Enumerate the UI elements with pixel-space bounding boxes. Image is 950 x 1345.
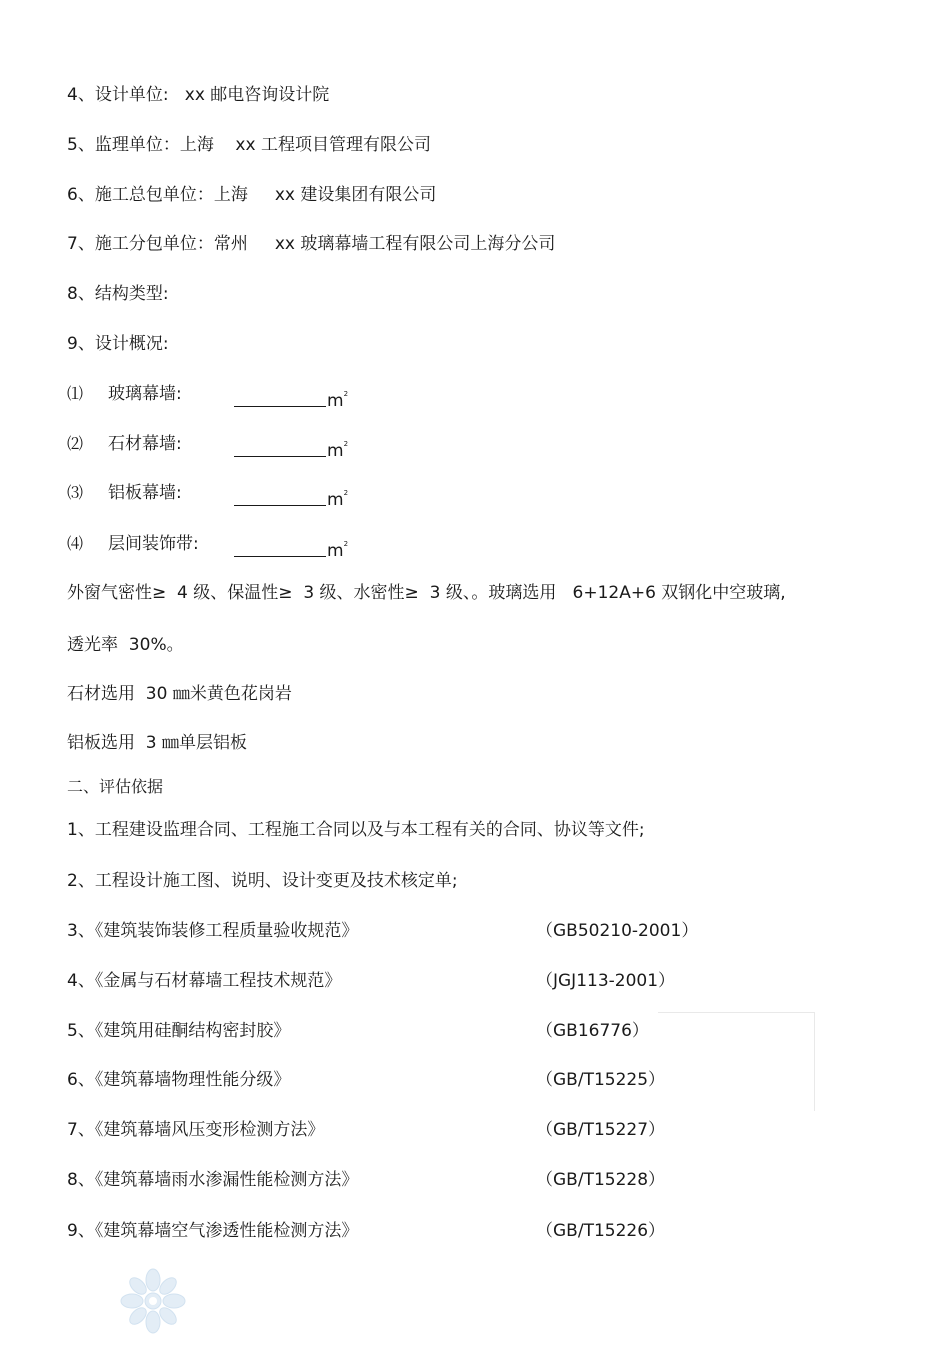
faint-box-outline: [658, 1012, 815, 1111]
light-transmittance-spec: 透光率 30%。: [67, 635, 184, 655]
window-performance-spec: 外窗气密性≥ 4 级、保温性≥ 3 级、水密性≥ 3 级、。玻璃选用 6+12A+6 双钢化中空玻璃,: [67, 583, 786, 603]
basis-item: 2、工程设计施工图、说明、设计变更及技术核定单;: [67, 871, 458, 891]
standard-code: （GB/T15226）: [536, 1221, 666, 1241]
design-unit-line: 4、设计单位: xx 邮电咨询设计院: [67, 85, 330, 105]
area-item-label: 层间装饰带:: [108, 534, 199, 554]
standard-name: 9、《建筑幕墙空气渗透性能检测方法》: [67, 1221, 359, 1241]
general-contractor-line: 6、施工总包单位：上海 xx 建设集团有限公司: [67, 185, 437, 205]
stone-spec: 石材选用 30 ㎜米黄色花岗岩: [67, 684, 292, 704]
area-blank-field: [234, 485, 326, 506]
supervision-unit-line: 5、监理单位：上海 xx 工程项目管理有限公司: [67, 135, 431, 155]
area-item-number: ⑷: [67, 534, 84, 553]
standard-name: 4、《金属与石材幕墙工程技术规范》: [67, 971, 342, 991]
standard-name: 7、《建筑幕墙风压变形检测方法》: [67, 1120, 325, 1140]
area-item-label: 玻璃幕墙:: [108, 384, 182, 404]
standard-name: 3、《建筑装饰装修工程质量验收规范》: [67, 921, 359, 941]
aluminum-spec: 铝板选用 3 ㎜单层铝板: [67, 733, 248, 753]
area-item-number: ⑶: [67, 483, 84, 502]
standard-code: （GB/T15225）: [536, 1070, 666, 1090]
area-blank-field: [234, 386, 326, 407]
standard-name: 8、《建筑幕墙雨水渗漏性能检测方法》: [67, 1170, 359, 1190]
area-unit: $m^2$: [327, 440, 349, 461]
area-blank-field: [234, 536, 326, 557]
standard-name: 6、《建筑幕墙物理性能分级》: [67, 1070, 291, 1090]
subcontractor-line: 7、施工分包单位：常州 xx 玻璃幕墙工程有限公司上海分公司: [67, 234, 556, 254]
standard-code: （JGJ113-2001）: [536, 971, 676, 991]
design-overview-line: 9、设计概况:: [67, 334, 169, 354]
area-item-label: 石材幕墙:: [108, 434, 182, 454]
area-item-label: 铝板幕墙:: [108, 483, 182, 503]
standard-code: （GB/T15228）: [536, 1170, 666, 1190]
standard-name: 5、《建筑用硅酮结构密封胶》: [67, 1021, 291, 1041]
watermark-logo-icon: [118, 1268, 188, 1334]
standard-code: （GB16776）: [536, 1021, 649, 1041]
standard-code: （GB50210-2001）: [536, 921, 699, 941]
area-blank-field: [234, 436, 326, 457]
area-item-number: ⑵: [67, 434, 84, 453]
structure-type-line: 8、结构类型:: [67, 284, 169, 304]
area-item-number: ⑴: [67, 384, 84, 403]
area-unit: $m^2$: [327, 489, 349, 510]
standard-code: （GB/T15227）: [536, 1120, 666, 1140]
area-unit: $m^2$: [327, 390, 349, 411]
basis-item: 1、工程建设监理合同、工程施工合同以及与本工程有关的合同、协议等文件;: [67, 820, 645, 840]
area-unit: $m^2$: [327, 540, 349, 561]
section-title: 二、评估依据: [67, 777, 164, 796]
